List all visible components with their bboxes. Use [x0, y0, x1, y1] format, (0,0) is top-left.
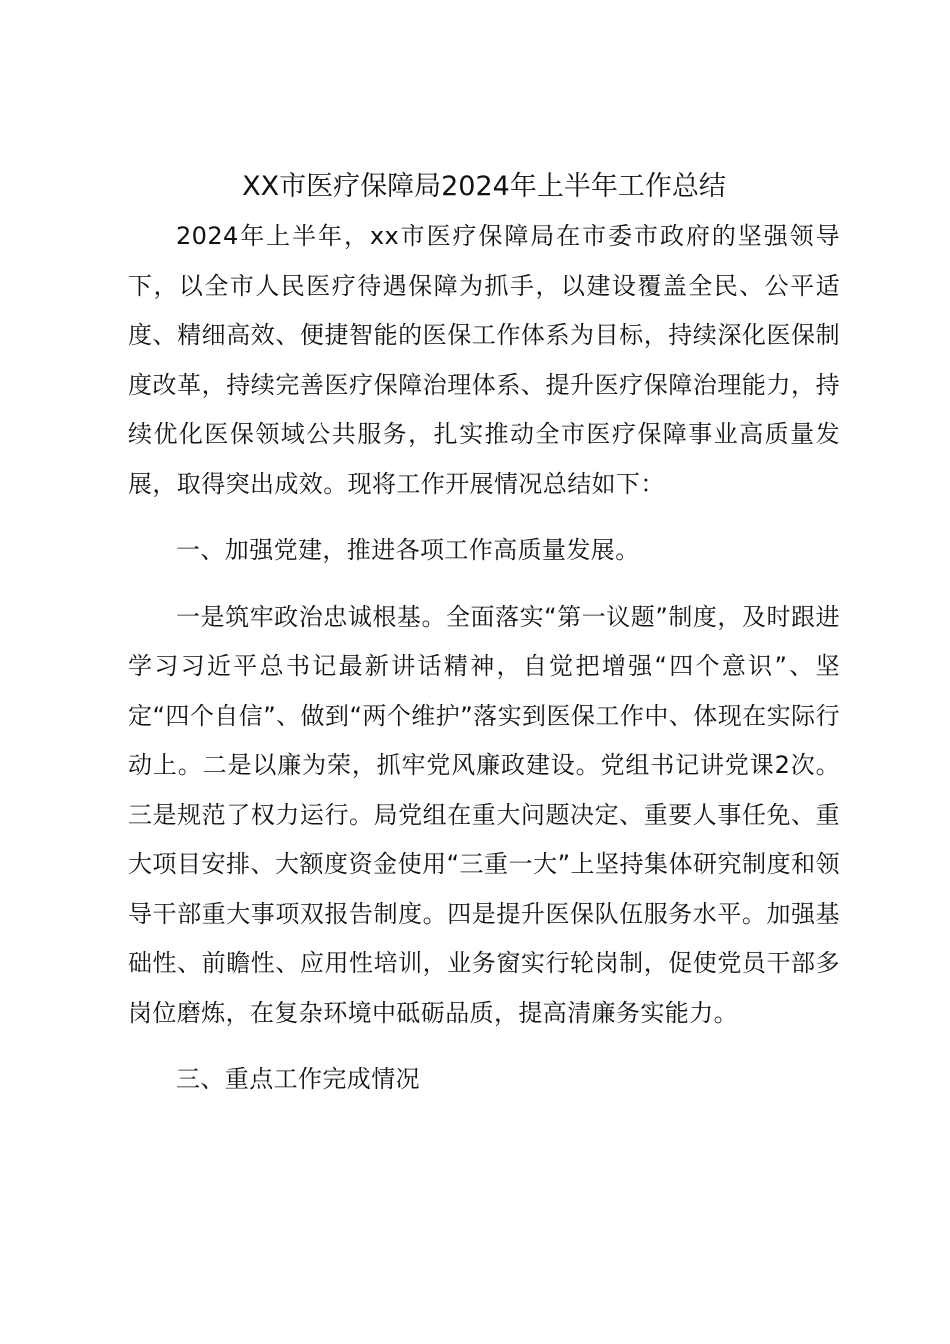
intro-paragraph: 2024年上半年，xx市医疗保障局在市委市政府的坚强领导下，以全市人民医疗待遇保障为抓手，以建设覆盖全民、公平适度、精细高效、便捷智能的医保工作体系为目标，持续深化医保制度改革，持续完善医疗保障治理体系、提升医疗保障治理能力，持续优化医保领域公共服务，扎实推动全市医疗保障事业高质量发展，取得突出成效。现将工作开展情况总结如下：	[128, 222, 840, 498]
document-body	[128, 162, 840, 1105]
section-heading-3: 三、重点工作完成情况	[176, 1065, 420, 1093]
document-title: XX市医疗保障局2024年上半年工作总结	[242, 171, 726, 202]
section-1-paragraph: 一是筑牢政治忠诚根基。全面落实“第一议题”制度，及时跟进学习习近平总书记最新讲话精神，自觉把增强“四个意识”、坚定“四个自信”、做到“两个维护”落实到医保工作中、体现在实际行动上。二是以廉为荣，抓牢党风廉政建设。党组书记讲党课2次。三是规范了权力运行。局党组在重大问题决定、重要人事任免、重大项目安排、大额度资金使用“三重一大”上坚持集体研究制度和领导干部重大事项双报告制度。四是提升医保队伍服务水平。加强基础性、前瞻性、应用性培训，业务窗实行轮岗制，促使党员干部多岗位磨炼，在复杂环境中砥砺品质，提高清廉务实能力。	[128, 602, 840, 1027]
section-heading-1: 一、加强党建，推进各项工作高质量发展。	[176, 536, 640, 564]
